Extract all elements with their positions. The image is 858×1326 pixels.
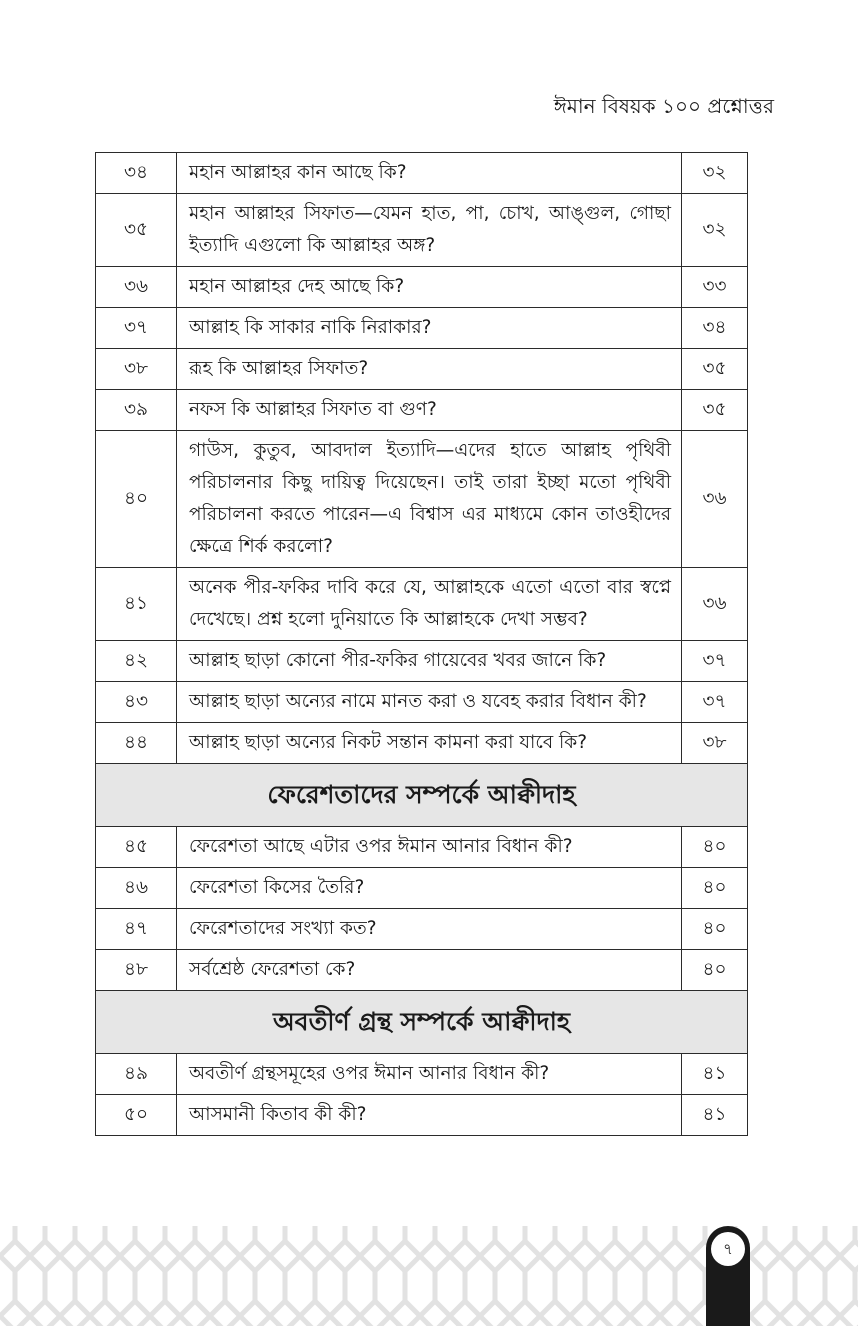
table-row xyxy=(96,568,748,641)
table-row xyxy=(96,194,748,267)
page-ref: ৪০ xyxy=(682,909,748,950)
question-number: ৪১ xyxy=(96,568,177,641)
table-row xyxy=(96,1054,748,1095)
table-row xyxy=(96,153,748,194)
question-number: ৪৯ xyxy=(96,1054,177,1095)
page-ref: ৩৪ xyxy=(682,308,748,349)
page-ref: ৪১ xyxy=(682,1054,748,1095)
question-text: মহান আল্লাহর দেহ আছে কি? xyxy=(177,267,682,308)
question-number: ৪০ xyxy=(96,431,177,568)
question-number: ৪৮ xyxy=(96,950,177,991)
page-ref: ৩২ xyxy=(682,153,748,194)
question-text: নফস কি আল্লাহর সিফাত বা গুণ? xyxy=(177,390,682,431)
page-ref: ৩৬ xyxy=(682,431,748,568)
question-number: ৩৫ xyxy=(96,194,177,267)
section-heading-row xyxy=(96,764,748,827)
question-text: সর্বশ্রেষ্ঠ ফেরেশতা কে? xyxy=(177,950,682,991)
question-text: অনেক পীর-ফকির দাবি করে যে, আল্লাহকে এতো এতো বার স্বপ্নে দেখেছে। প্রশ্ন হলো দুনিয়াতে কি আল্লাহকে দেখা সম্ভব? xyxy=(177,568,682,641)
page-ref: ৪০ xyxy=(682,868,748,909)
page-ref: ৩৬ xyxy=(682,568,748,641)
contents-table xyxy=(95,152,748,1136)
question-text: রূহ কি আল্লাহর সিফাত? xyxy=(177,349,682,390)
table-row xyxy=(96,909,748,950)
question-number: ৪৩ xyxy=(96,682,177,723)
question-number: ৩৭ xyxy=(96,308,177,349)
question-text: আসমানী কিতাব কী কী? xyxy=(177,1095,682,1136)
question-text: ফেরেশতাদের সংখ্যা কত? xyxy=(177,909,682,950)
question-number: ৪৪ xyxy=(96,723,177,764)
question-text: অবতীর্ণ গ্রন্থসমূহের ওপর ঈমান আনার বিধান কী? xyxy=(177,1054,682,1095)
question-number: ৫০ xyxy=(96,1095,177,1136)
table-row xyxy=(96,723,748,764)
question-text: ফেরেশতা আছে এটার ওপর ঈমান আনার বিধান কী? xyxy=(177,827,682,868)
page-ref: ৩৮ xyxy=(682,723,748,764)
page-ref: ৩২ xyxy=(682,194,748,267)
table-row xyxy=(96,390,748,431)
question-number: ৪২ xyxy=(96,641,177,682)
question-text: গাউস, কুতুব, আবদাল ইত্যাদি—এদের হাতে আল্লাহ পৃথিবী পরিচালনার কিছু দায়িত্ব দিয়েছেন। তাই তারা ইচ্ছা মতো পৃথিবী পরিচালনা করতে পারেন—এ বিশ্বাস এর মাধ্যমে কোন তাওহীদের ক্ষেত্রে শির্ক করলো? xyxy=(177,431,682,568)
page-ref: ৩৭ xyxy=(682,682,748,723)
question-text: মহান আল্লাহর সিফাত—যেমন হাত, পা, চোখ, আঙ্গুল, গোছা ইত্যাদি এগুলো কি আল্লাহর অঙ্গ? xyxy=(177,194,682,267)
table-row xyxy=(96,868,748,909)
section-heading-row xyxy=(96,991,748,1054)
table-row xyxy=(96,682,748,723)
page-ref: ৩৩ xyxy=(682,267,748,308)
question-text: আল্লাহ ছাড়া কোনো পীর-ফকির গায়েবের খবর জানে কি? xyxy=(177,641,682,682)
table-row xyxy=(96,308,748,349)
question-text: আল্লাহ কি সাকার নাকি নিরাকার? xyxy=(177,308,682,349)
question-text: ফেরেশতা কিসের তৈরি? xyxy=(177,868,682,909)
question-number: ৩৯ xyxy=(96,390,177,431)
table-row xyxy=(96,641,748,682)
question-number: ৩৪ xyxy=(96,153,177,194)
page-ref: ৩৭ xyxy=(682,641,748,682)
table-row xyxy=(96,349,748,390)
page-ref: ৩৫ xyxy=(682,349,748,390)
question-number: ৩৮ xyxy=(96,349,177,390)
section-heading: অবতীর্ণ গ্রন্থ সম্পর্কে আক্বীদাহ xyxy=(96,991,748,1054)
table-row xyxy=(96,1095,748,1136)
page-ref: ৪০ xyxy=(682,950,748,991)
question-number: ৪৭ xyxy=(96,909,177,950)
table-row xyxy=(96,950,748,991)
section-heading: ফেরেশতাদের সম্পর্কে আক্বীদাহ xyxy=(96,764,748,827)
question-text: মহান আল্লাহর কান আছে কি? xyxy=(177,153,682,194)
running-head: ঈমান বিষয়ক ১০০ প্রশ্নোত্তর xyxy=(553,94,774,118)
question-number: ৪৬ xyxy=(96,868,177,909)
page-ref: ৪১ xyxy=(682,1095,748,1136)
table-row xyxy=(96,267,748,308)
question-number: ৪৫ xyxy=(96,827,177,868)
page-number: ৭ xyxy=(711,1232,745,1266)
question-text: আল্লাহ ছাড়া অন্যের নামে মানত করা ও যবেহ করার বিধান কী? xyxy=(177,682,682,723)
page-ref: ৩৫ xyxy=(682,390,748,431)
table-row xyxy=(96,431,748,568)
table-row xyxy=(96,827,748,868)
page-ref: ৪০ xyxy=(682,827,748,868)
question-text: আল্লাহ ছাড়া অন্যের নিকট সন্তান কামনা করা যাবে কি? xyxy=(177,723,682,764)
question-number: ৩৬ xyxy=(96,267,177,308)
